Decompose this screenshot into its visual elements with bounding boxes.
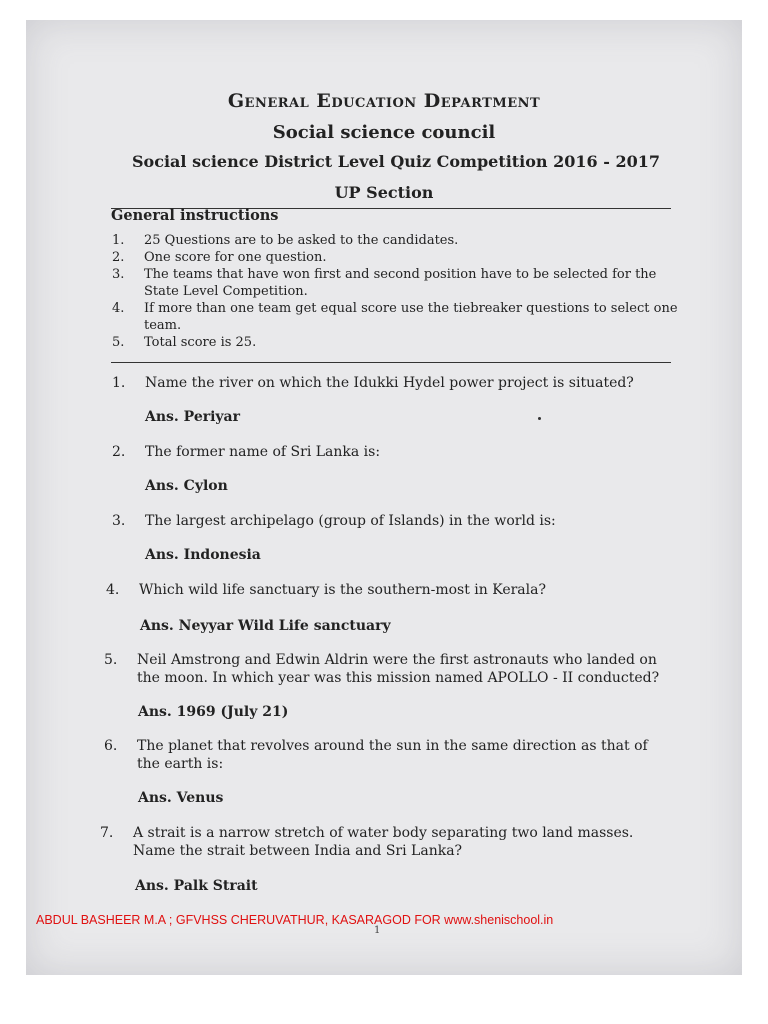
competition-title: Social science District Level Quiz Competition 2016 - 2017 — [132, 152, 660, 171]
question-text: Neil Amstrong and Edwin Aldrin were the first astronauts who landed on the moon. In which year was this mission named APOLLO - II conducted? — [137, 652, 660, 686]
question-text: Which wild life sanctuary is the southern-most in Kerala? — [139, 582, 546, 598]
answer: Ans. Neyyar Wild Life sanctuary — [140, 618, 391, 634]
question-number: 2. — [112, 444, 126, 460]
instruction-text: Total score is 25. — [144, 335, 257, 350]
instruction-number: 2. — [112, 250, 125, 265]
question — [104, 737, 674, 773]
department-title: General Education Department — [227, 90, 541, 112]
instruction-item — [112, 249, 687, 266]
question-text: The planet that revolves around the sun in the same direction as that of the earth is: — [137, 738, 648, 772]
answer: Ans. Periyar — [145, 409, 241, 425]
section-title: UP Section — [334, 183, 434, 202]
scan-speck — [538, 417, 541, 420]
question — [100, 824, 675, 860]
answer: Ans. Cylon — [145, 478, 228, 494]
question-number: 1. — [112, 375, 126, 391]
instructions-heading: General instructions — [111, 207, 279, 224]
instructions-list — [112, 232, 687, 351]
instruction-text: If more than one team get equal score use the tiebreaker questions to select one team. — [144, 301, 678, 333]
question — [112, 512, 687, 530]
scanned-page — [26, 20, 742, 975]
page-number: 1 — [374, 925, 381, 936]
answer: Ans. Indonesia — [145, 547, 261, 563]
instruction-number: 1. — [112, 233, 125, 248]
answer: Ans. 1969 (July 21) — [138, 704, 289, 720]
question — [112, 443, 687, 461]
footer-credit: ABDUL BASHEER M.A ; GFVHSS CHERUVATHUR, KASARAGOD FOR www.shenischool.in — [36, 913, 554, 927]
instruction-item — [112, 334, 687, 351]
question — [104, 651, 674, 687]
instruction-text: One score for one question. — [144, 250, 327, 265]
question-text: The former name of Sri Lanka is: — [145, 444, 381, 460]
instruction-item — [112, 300, 687, 334]
question — [106, 581, 681, 599]
question-number: 7. — [100, 825, 114, 841]
answer: Ans. Palk Strait — [135, 878, 258, 894]
instruction-item — [112, 266, 687, 300]
question-number: 3. — [112, 513, 126, 529]
instruction-item — [112, 232, 687, 249]
question-number: 4. — [106, 582, 120, 598]
instruction-number: 5. — [112, 335, 125, 350]
question — [112, 374, 687, 392]
instruction-number: 3. — [112, 267, 125, 282]
question-text: Name the river on which the Idukki Hydel power project is situated? — [145, 375, 634, 391]
answer: Ans. Venus — [138, 790, 224, 806]
question-number: 5. — [104, 652, 118, 668]
instruction-text: 25 Questions are to be asked to the candidates. — [144, 233, 459, 248]
instruction-number: 4. — [112, 301, 125, 316]
question-text: A strait is a narrow stretch of water body separating two land masses. Name the strait between India and Sri Lanka? — [133, 825, 634, 859]
question-text: The largest archipelago (group of Islands) in the world is: — [145, 513, 556, 529]
council-title: Social science council — [272, 122, 496, 143]
instruction-text: The teams that have won first and second position have to be selected for the State Level Competition. — [144, 267, 657, 299]
question-number: 6. — [104, 738, 118, 754]
divider — [111, 362, 671, 363]
